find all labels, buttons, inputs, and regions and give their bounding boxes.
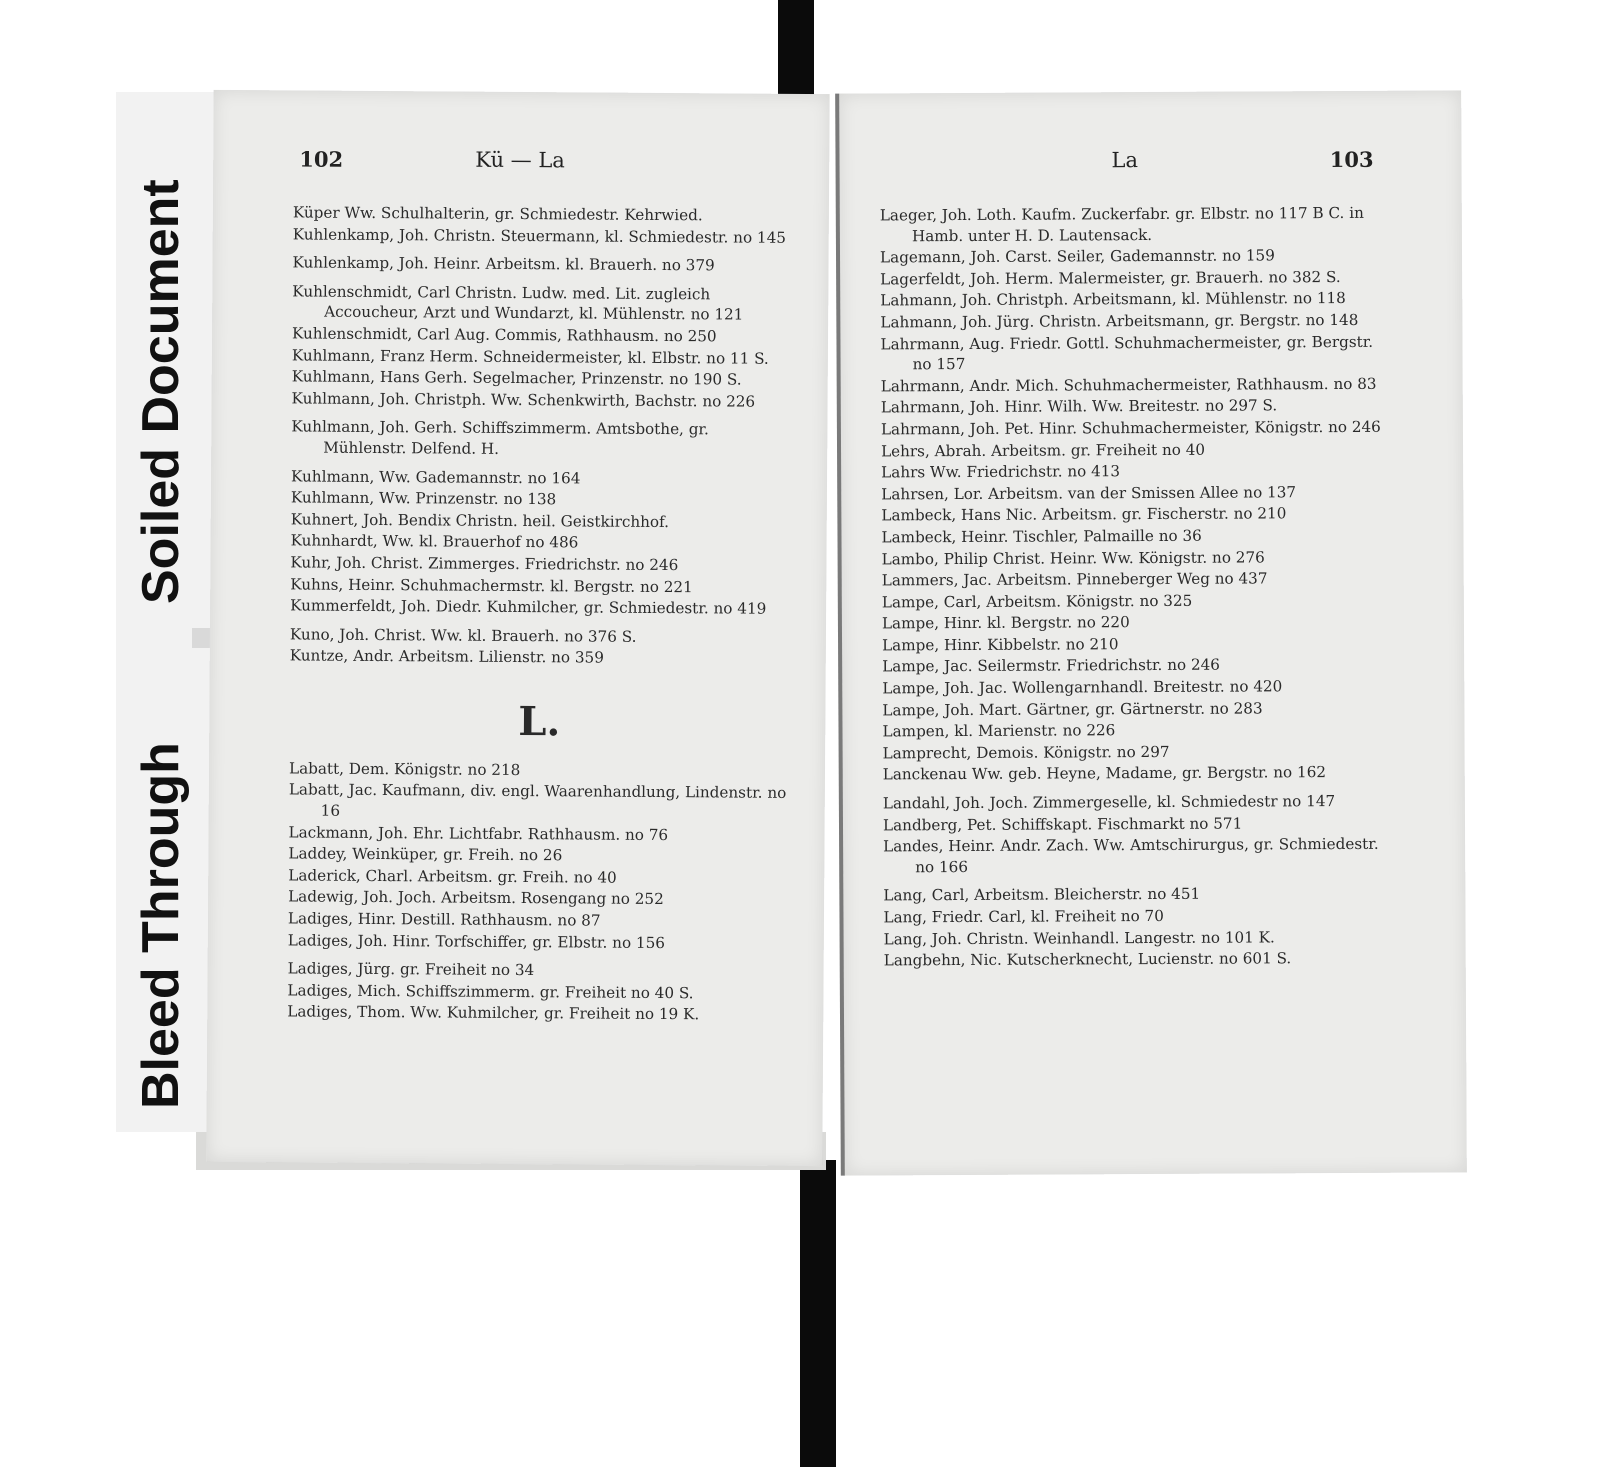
- directory-entry: Kuhlmann, Joh. Gerh. Schiffszimmerm. Amtsbothe, gr. Mühlenstr. Delfend. H.: [291, 417, 709, 458]
- directory-entry: Kuhlmann, Franz Herm. Schneidermeister, kl. Elbstr. no 11 S.: [291, 345, 769, 368]
- directory-entry: Labatt, Dem. Königstr. no 218: [288, 759, 521, 779]
- directory-entry: Kuhlmann, Ww. Gademannstr. no 164: [290, 466, 581, 487]
- label-soiled-document: Soiled Document: [132, 179, 190, 604]
- directory-entry: Kuhlenkamp, Joh. Heinr. Arbeitsm. kl. Brauerh. no 379: [292, 253, 715, 275]
- binding-strip-top: [778, 0, 814, 108]
- binding-strip-bottom: [800, 1160, 836, 1467]
- directory-entry: Lang, Friedr. Carl, kl. Freiheit no 70: [883, 906, 1164, 927]
- directory-entry: Kummerfeldt, Joh. Diedr. Kuhmilcher, gr. Schmiedestr. no 419: [290, 596, 767, 618]
- directory-entry: Lamprecht, Demois. Königstr. no 297: [882, 742, 1170, 763]
- directory-entry: Lahmann, Joh. Christph. Arbeitsmann, kl. Mühlenstr. no 118: [880, 289, 1346, 310]
- directory-entry: Kuhnhardt, Ww. kl. Brauerhof no 486: [290, 531, 579, 552]
- directory-entry: Labatt, Jac. Kaufmann, div. engl. Waarenhandlung, Lindenstr. no 16: [288, 780, 787, 820]
- directory-entry: Lammers, Jac. Arbeitsm. Pinneberger Weg no 437: [881, 569, 1268, 590]
- directory-entry: Langbehn, Nic. Kutscherknecht, Lucienstr. no 601 S.: [883, 949, 1292, 970]
- directory-entry: Lampe, Joh. Jac. Wollengarnhandl. Breitestr. no 420: [882, 677, 1283, 698]
- directory-entry: Lahmann, Joh. Jürg. Christn. Arbeitsmann, gr. Bergstr. no 148: [880, 310, 1359, 332]
- label-bleed-through: Bleed Through: [132, 742, 190, 1109]
- directory-entry: Lahrmann, Andr. Mich. Schuhmachermeister, Rathhausm. no 83: [880, 374, 1377, 396]
- directory-entry: Ladiges, Joh. Hinr. Torfschiffer, gr. Elbstr. no 156: [287, 931, 666, 952]
- directory-entry: Küper Ww. Schulhalterin, gr. Schmiedestr. Kehrwied.: [292, 203, 703, 225]
- directory-entry: Kuhlmann, Hans Gerh. Segelmacher, Prinzenstr. no 190 S.: [291, 367, 742, 389]
- directory-entry: Kuhns, Heinr. Schuhmachermstr. kl. Bergstr. no 221: [290, 574, 693, 596]
- directory-entry: Lang, Joh. Christn. Weinhandl. Langestr. no 101 K.: [883, 927, 1275, 948]
- directory-entry: Kuhnert, Joh. Bendix Christn. heil. Geistkirchhof.: [290, 510, 670, 531]
- directory-entry: Ladiges, Jürg. gr. Freiheit no 34: [287, 959, 535, 980]
- directory-entry: Kuhr, Joh. Christ. Zimmerges. Friedrichstr. no 246: [290, 553, 679, 575]
- right-running-head: [839, 146, 1461, 179]
- directory-entry: Kuhlenschmidt, Carl Aug. Commis, Rathhausm. no 250: [291, 324, 717, 346]
- directory-entry: Ladiges, Hinr. Destill. Rathhausm. no 87: [287, 909, 601, 930]
- directory-entry: Landberg, Pet. Schiffskapt. Fischmarkt no 571: [882, 814, 1243, 835]
- directory-entry: Lampe, Jac. Seilermstr. Friedrichstr. no 246: [882, 656, 1220, 676]
- section-letter: L.: [518, 697, 561, 746]
- directory-entry: Lahrs Ww. Friedrichstr. no 413: [881, 462, 1121, 482]
- directory-entry: Lampe, Joh. Mart. Gärtner, gr. Gärtnerstr. no 283: [882, 699, 1263, 720]
- directory-entry: Kuno, Joh. Christ. Ww. kl. Brauerh. no 376 S.: [289, 625, 637, 646]
- directory-entry: Lampen, kl. Marienstr. no 226: [882, 721, 1116, 741]
- directory-entry: Lagerfeldt, Joh. Herm. Malermeister, gr. Brauerh. no 382 S.: [880, 267, 1341, 289]
- right-page-number: 103: [1329, 146, 1374, 173]
- directory-entry: Lahrmann, Aug. Friedr. Gottl. Schuhmachermeister, gr. Bergstr. no 157: [880, 332, 1374, 374]
- directory-entry: Kuhlenschmidt, Carl Christn. Ludw. med. Lit. zugleich Accoucheur, Arzt und Wundarzt, kl. Mühlenstr. no 121: [292, 282, 744, 324]
- right-entries: [880, 203, 1384, 972]
- directory-entry: Lackmann, Joh. Ehr. Lichtfabr. Rathhausm. no 76: [288, 823, 669, 844]
- left-page-number: 102: [299, 146, 344, 172]
- directory-entry: Kuhlenkamp, Joh. Christn. Steuermann, kl. Schmiedestr. no 145: [292, 225, 787, 247]
- directory-entry: Laddey, Weinküper, gr. Freih. no 26: [288, 844, 563, 865]
- directory-entry: Kuntze, Andr. Arbeitsm. Lilienstr. no 359: [289, 646, 604, 667]
- left-entries: [287, 202, 793, 1026]
- directory-entry: Landes, Heinr. Andr. Zach. Ww. Amtschirurgus, gr. Schmiedestr. no 166: [883, 835, 1379, 877]
- directory-entry: Lanckenau Ww. geb. Heyne, Madame, gr. Bergstr. no 162: [882, 763, 1327, 784]
- directory-entry: Lampe, Hinr. kl. Bergstr. no 220: [881, 613, 1130, 633]
- directory-entry: Landahl, Joh. Joch. Zimmergeselle, kl. Schmiedestr no 147: [882, 792, 1336, 813]
- directory-entry: Lampe, Hinr. Kibbelstr. no 210: [882, 635, 1119, 655]
- directory-entry: Ladiges, Mich. Schiffszimmerm. gr. Freiheit no 40 S.: [287, 981, 694, 1003]
- left-head-title: Kü — La: [475, 147, 565, 173]
- directory-entry: Lang, Carl, Arbeitsm. Bleicherstr. no 451: [883, 885, 1201, 905]
- directory-entry: Lahrmann, Joh. Hinr. Wilh. Ww. Breitestr. no 297 S.: [880, 396, 1278, 417]
- directory-entry: Laderick, Charl. Arbeitsm. gr. Freih. no 40: [288, 866, 617, 887]
- right-page: [835, 90, 1467, 1175]
- directory-entry: Ladiges, Thom. Ww. Kuhmilcher, gr. Freiheit no 19 K.: [287, 1002, 700, 1024]
- directory-entry: Kuhlmann, Ww. Prinzenstr. no 138: [290, 488, 557, 509]
- directory-entry: Lahrsen, Lor. Arbeitsm. van der Smissen Allee no 137: [881, 482, 1297, 504]
- directory-entry: Ladewig, Joh. Joch. Arbeitsm. Rosengang no 252: [288, 887, 664, 909]
- directory-entry: Lagemann, Joh. Carst. Seiler, Gademannstr. no 159: [879, 246, 1275, 267]
- directory-entry: Lambo, Philip Christ. Heinr. Ww. Königstr. no 276: [881, 547, 1265, 568]
- directory-entry: Lahrmann, Joh. Pet. Hinr. Schuhmachermeister, Königstr. no 246: [880, 417, 1381, 439]
- right-head-title: La: [1111, 148, 1139, 173]
- left-running-head: [213, 146, 829, 180]
- directory-entry: Lampe, Carl, Arbeitsm. Königstr. no 325: [881, 591, 1193, 612]
- directory-entry: Lambeck, Heinr. Tischler, Palmaille no 36: [881, 526, 1202, 547]
- directory-entry: Laeger, Joh. Loth. Kaufm. Zuckerfabr. gr. Elbstr. no 117 B C. in Hamb. unter H. D. Lautensack.: [879, 203, 1364, 245]
- directory-entry: Lehrs, Abrah. Arbeitsm. gr. Freiheit no 40: [880, 440, 1206, 460]
- directory-entry: Lambeck, Hans Nic. Arbeitsm. gr. Fischerstr. no 210: [881, 504, 1287, 525]
- directory-entry: Kuhlmann, Joh. Christph. Ww. Schenkwirth, Bachstr. no 226: [291, 389, 756, 411]
- left-page: [206, 90, 829, 1166]
